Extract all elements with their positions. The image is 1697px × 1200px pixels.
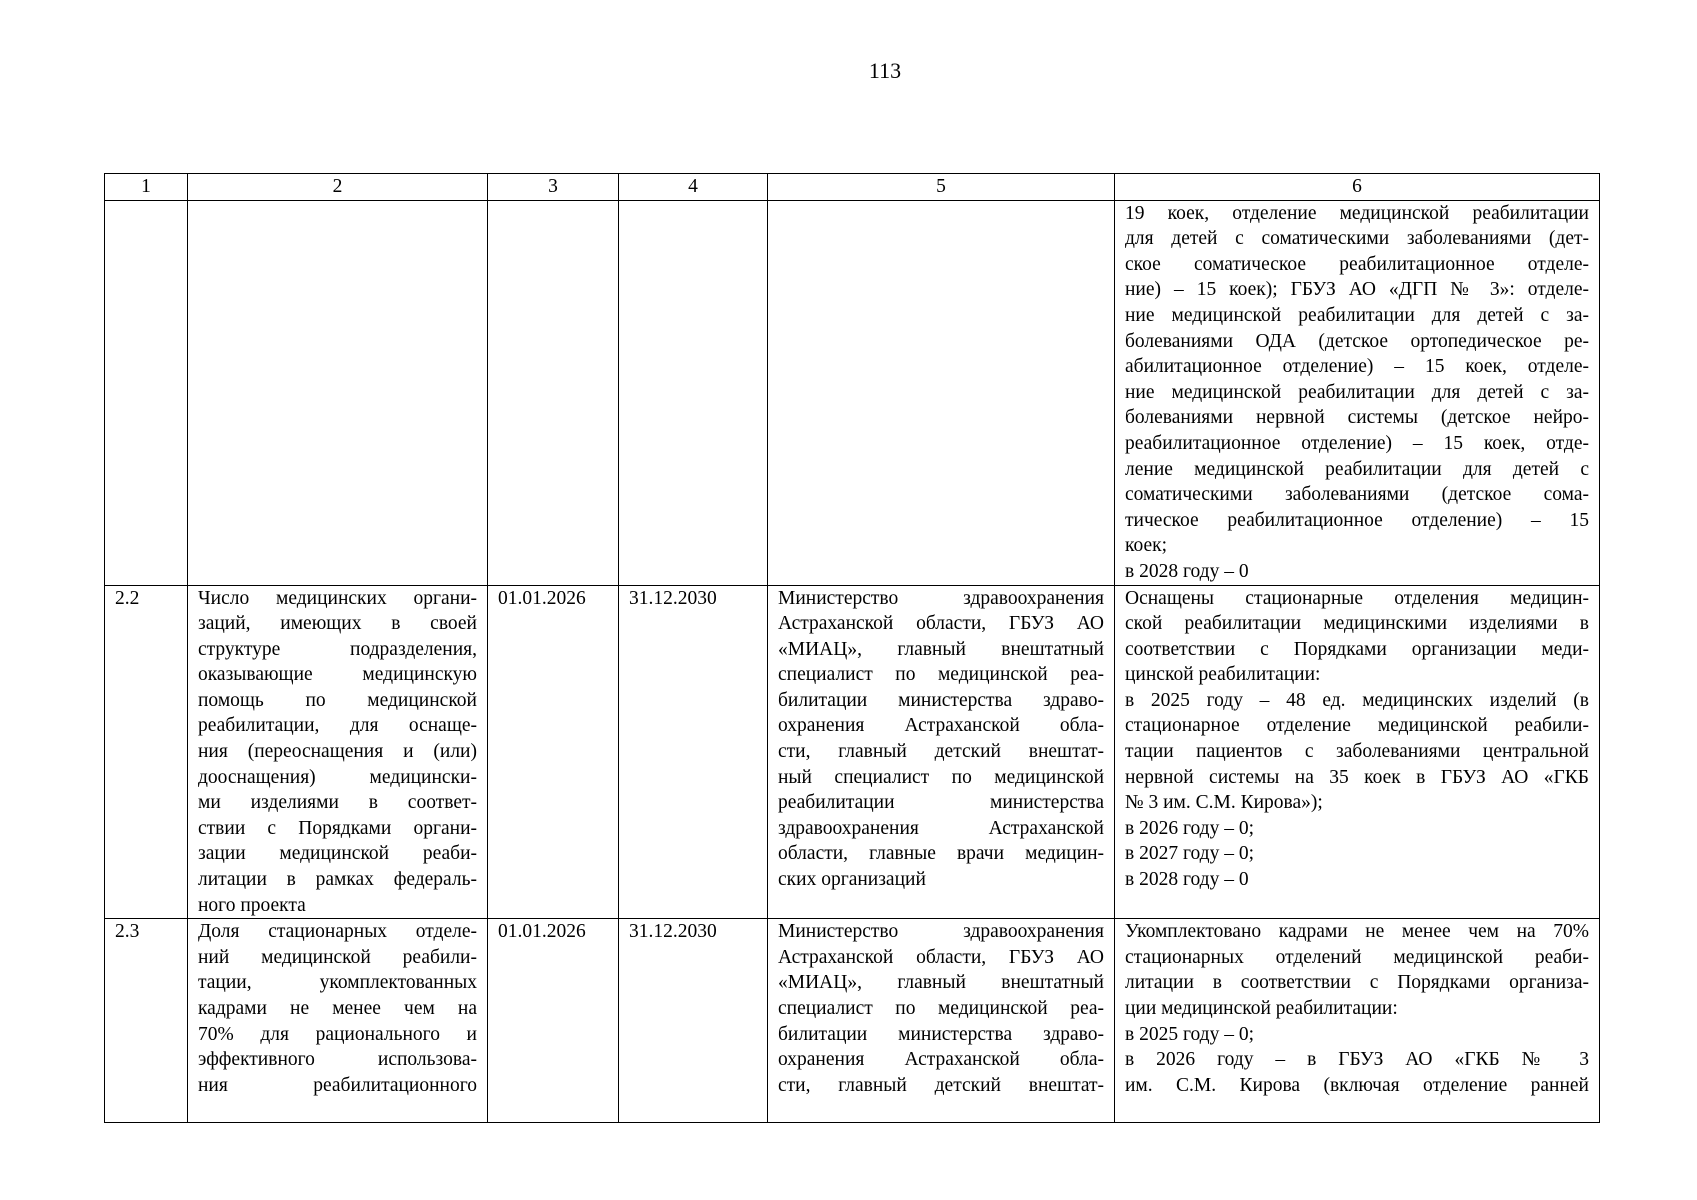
continued-col-1 [105,200,188,585]
cell-line: Доля стационарных отделе- [198,921,477,943]
header-col-1: 1 [105,174,188,201]
cell-line: Укомплектовано кадрами не менее чем на 70% [1125,921,1589,943]
start-date: 01.01.2026 [488,585,619,919]
continued-col-5 [768,200,1115,585]
header-col-4: 4 [619,174,768,201]
cell-line: тации, укомплектованных [198,972,477,994]
continued-col-6 [1115,200,1600,585]
cell-line: ного проекта [198,894,306,916]
row-number: 2.2 [105,585,188,919]
cell-line: стационарных отделений медицинской реаби- [1125,946,1589,968]
cell-line: ние медицинской реабилитации для детей с за- [1125,304,1589,326]
cell-line: Астраханской области, ГБУЗ АО [778,613,1104,635]
cell-line: здравоохранения Астраханской [778,817,1104,839]
responsible-executors [768,919,1115,1123]
cell-line: кадрами не менее чем на [198,998,477,1019]
cell-line: в 2026 году – 0; [1125,817,1254,839]
cell-line: коек; [1125,535,1168,557]
expected-result [1115,585,1600,919]
cell-line: ный специалист по медицинской [778,766,1104,788]
cell-line: структуре подразделения, [198,638,477,660]
cell-line: им. С.М. Кирова (включая отделение ранней [1125,1074,1589,1096]
cell-line: в 2028 году – 0 [1125,869,1249,891]
cell-line: 70% для рационального и [198,1023,477,1045]
cell-line: соматическими заболеваниями (детское сома- [1125,484,1589,506]
expected-result [1115,919,1600,1123]
cell-line: в 2028 году – 0 [1125,560,1249,582]
cell-line: ния (переоснащения и (или) [198,741,477,763]
header-col-5: 5 [768,174,1115,201]
cell-line: литации в рамках федераль- [198,869,477,891]
cell-line: зации медицинской реаби- [198,843,477,865]
cell-line: заций, имеющих в своей [198,613,477,635]
cell-line: реабилитационное отделение) – 15 коек, отде- [1125,432,1589,454]
cell-line: ний медицинской реабили- [198,946,477,968]
cell-line: в 2025 году – 48 ед. медицинских изделий (в [1125,689,1589,711]
cell-line: билитации министерства здраво- [778,1023,1104,1045]
cell-line: дооснащения) медицински- [198,766,477,788]
cell-line: абилитационное отделение) – 15 коек, отделе- [1125,356,1589,378]
responsible-executors [768,585,1115,919]
cell-line: стационарное отделение медицинской реабили- [1125,715,1589,737]
cell-line: ской реабилитации медицинскими изделиями в [1125,613,1589,635]
cell-line: Министерство здравоохранения [778,587,1104,609]
page-number: 113 [868,58,902,83]
cell-line: болеваниями нервной системы (детское нейро- [1125,407,1589,429]
table-row-2-2 [105,585,1600,919]
cell-line: Министерство здравоохранения [778,921,1104,943]
cell-line: Число медицинских органи- [198,587,477,609]
row-number: 2.3 [105,919,188,1123]
cell-line: ние медицинской реабилитации для детей с за- [1125,381,1589,403]
cell-line: эффективного использова- [198,1049,477,1071]
cell-line: «МИАЦ», главный внештатный [778,638,1104,660]
start-date: 01.01.2026 [488,919,619,1123]
header-col-6: 6 [1115,174,1600,201]
cell-line: охранения Астраханской обла- [778,715,1104,737]
cell-line: ции медицинской реабилитации: [1125,998,1398,1019]
continued-col-2 [188,200,488,585]
cell-line: реабилитации, для оснаще- [198,715,477,737]
cell-line: сти, главный детский внештат- [778,1074,1104,1096]
cell-line: билитации министерства здраво- [778,689,1104,711]
cell-line: в 2027 году – 0; [1125,843,1254,865]
cell-line: тическое реабилитационное отделение) – 15 [1125,509,1589,531]
cell-line: специалист по медицинской реа- [778,664,1104,686]
cell-line: для детей с соматическими заболеваниями (дет- [1125,228,1589,250]
cell-line: ствии с Порядками органи- [198,817,477,839]
cell-line: в 2026 году – в ГБУЗ АО «ГКБ № 3 [1125,1049,1589,1071]
table-row-continued [105,200,1600,585]
cell-line: ских организаций [778,869,926,891]
cell-line: в 2025 году – 0; [1125,1023,1254,1045]
continued-col-3 [488,200,619,585]
cell-line: области, главные врачи медицин- [778,843,1104,865]
cell-line: литации в соответствии с Порядками организа- [1125,972,1589,994]
cell-line: ское соматическое реабилитационное отделе- [1125,253,1589,275]
cell-line: Астраханской области, ГБУЗ АО [778,946,1104,968]
cell-line: цинской реабилитации: [1125,664,1321,686]
cell-line: специалист по медицинской реа- [778,998,1104,1019]
end-date: 31.12.2030 [619,919,768,1123]
end-date: 31.12.2030 [619,585,768,919]
cell-line: «МИАЦ», главный внештатный [778,972,1104,994]
row-indicator-description [188,585,488,919]
cell-line: тации пациентов с заболеваниями центральной [1125,741,1589,763]
cell-line: ния реабилитационного [198,1074,477,1096]
row-indicator-description [188,919,488,1123]
cell-line: реабилитации министерства [778,792,1104,814]
cell-line: 19 коек, отделение медицинской реабилитации [1125,202,1589,224]
cell-line: Оснащены стационарные отделения медицин- [1125,587,1589,609]
table-row-2-3 [105,919,1600,1123]
cell-line: помощь по медицинской [198,689,477,711]
cell-line: ление медицинской реабилитации для детей с [1125,458,1589,480]
cell-line: оказывающие медицинскую [198,664,477,686]
cell-line: охранения Астраханской обла- [778,1049,1104,1071]
table-header-row [105,174,1600,201]
cell-line: № 3 им. С.М. Кирова»); [1125,792,1323,814]
cell-line: болеваниями ОДА (детское ортопедическое ре- [1125,330,1589,352]
cell-line: сти, главный детский внештат- [778,741,1104,763]
cell-line: ми изделиями в соответ- [198,792,477,814]
cell-line: соответствии с Порядками организации меди- [1125,638,1589,660]
cell-line: нервной системы на 35 коек в ГБУЗ АО «ГКБ [1125,766,1589,788]
cell-line: ние) – 15 коек); ГБУЗ АО «ДГП № 3»: отделе- [1125,279,1589,301]
plan-table [104,173,1600,1123]
continued-col-4 [619,200,768,585]
header-col-3: 3 [488,174,619,201]
header-col-2: 2 [188,174,488,201]
